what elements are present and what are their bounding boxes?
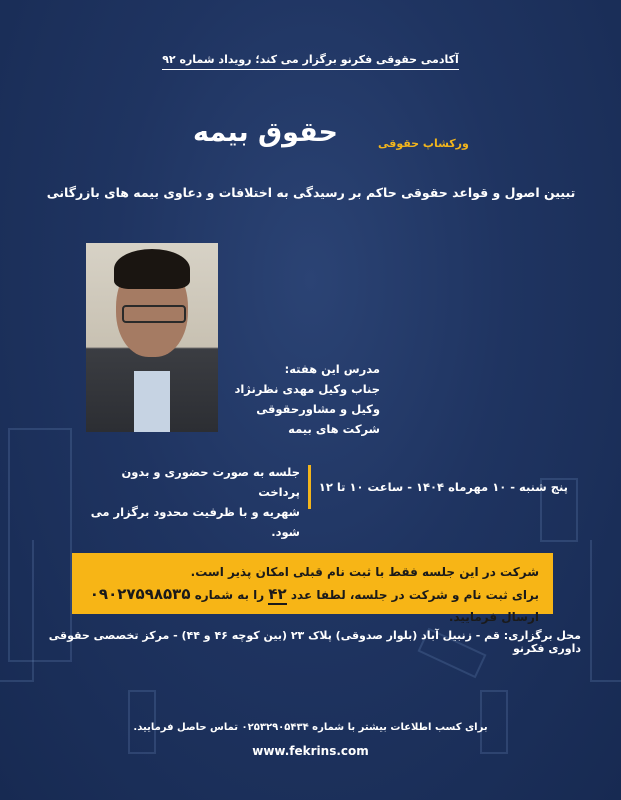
decor-scale-left bbox=[0, 540, 34, 682]
decor-scale-right bbox=[590, 540, 621, 682]
notice-line1: شرکت در این جلسه فقط با ثبت نام قبلی امکان پذیر است. bbox=[190, 565, 539, 579]
venue-address: محل برگزاری: قم - زنبیل آباد (بلوار صدوقی) پلاک ۲۳ (بین کوچه ۴۶ و ۴۴) - مرکز تخصصی حقوقی داوری فکرنو bbox=[48, 629, 581, 655]
registration-code: ۴۲ bbox=[268, 585, 287, 603]
notice-prefix: برای ثبت نام و شرکت در جلسه، لطفا عدد bbox=[290, 588, 539, 602]
notice-mid: را به شماره bbox=[194, 588, 265, 602]
event-announcement-text: آکادمی حقوقی فکرنو برگزار می کند؛ رویداد شماره ۹۲ bbox=[162, 53, 459, 70]
website-link[interactable]: www.fekrins.com bbox=[252, 744, 369, 758]
workshop-label: ورکشاپ حقوقی bbox=[378, 137, 469, 150]
page-subtitle: تبیین اصول و قواعد حقوقی حاکم بر رسیدگی به اختلافات و دعاوی بیمه های بازرگانی bbox=[46, 185, 576, 200]
instructor-role: وکیل و مشاورحقوقی شرکت های بیمه bbox=[256, 402, 380, 436]
session-datetime: پنج شنبه - ۱۰ مهرماه ۱۴۰۴ - ساعت ۱۰ تا ۱۲ bbox=[318, 480, 568, 494]
instructor-label: مدرس این هفته: bbox=[284, 362, 380, 376]
contact-info: برای کسب اطلاعات بیشتر با شماره ۰۲۵۳۲۹۰۵۴۳۴ تماس حاصل فرمایید. bbox=[133, 722, 488, 733]
photo-glasses bbox=[122, 305, 186, 323]
session-format bbox=[82, 462, 300, 542]
session-format-line2: شهریه و با ظرفیت محدود برگزار می شود. bbox=[90, 505, 300, 539]
page-title: حقوق بیمه bbox=[193, 117, 338, 148]
instructor-photo bbox=[86, 243, 218, 432]
session-format-line1: جلسه به صورت حضوری و بدون پرداخت bbox=[121, 465, 300, 499]
accent-divider bbox=[308, 465, 311, 509]
photo-hair bbox=[114, 249, 190, 289]
photo-shirt bbox=[134, 371, 170, 432]
notice-suffix: ارسال فرمایید. bbox=[448, 610, 539, 624]
registration-notice bbox=[72, 553, 553, 624]
registration-phone[interactable]: ۰۹۰۲۷۵۹۸۵۳۵ bbox=[89, 585, 191, 603]
instructor-info bbox=[230, 359, 380, 439]
notice-line2 bbox=[86, 583, 539, 628]
event-announcement bbox=[0, 53, 621, 66]
instructor-name: جناب وکیل مهدی نظرنژاد bbox=[234, 382, 380, 396]
